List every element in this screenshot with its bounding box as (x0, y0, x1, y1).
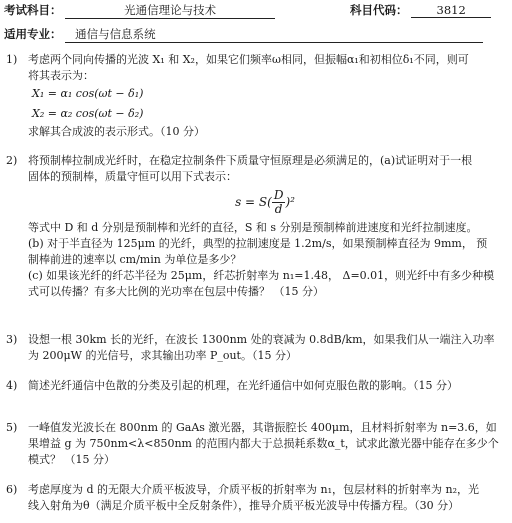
question-text: 一峰值发光波长在 800nm 的 GaAs 激光器，其谐振腔长 400μm，且材料折射率为 n=3.6，如 (28, 421, 497, 434)
question-text: 考虑厚度为 d 的无限大介质平板波导，介质平板的折射率为 n₁，包层材料的折射率为 n₂，光 (28, 483, 480, 496)
question-number: 1) (6, 53, 18, 66)
question-text: 果增益 g 为 750nm<λ<850nm 的范围内都大于总损耗系数α_t，试求此激光器中能存在多少个 (28, 437, 499, 450)
question-text: 考虑两个同向传播的光波 X₁ 和 X₂，如果它们频率ω相同，但振幅α₁和初相位δ₁不同，则可 (28, 53, 469, 66)
fraction-numerator: D (273, 188, 284, 202)
code-label: 科目代码： (350, 3, 408, 17)
question-number: 2) (6, 154, 18, 167)
equation-x1: X₁ = α₁ cos(ωt − δ₁) (32, 87, 144, 100)
question-text: 模式？ （15 分） (28, 453, 115, 466)
question-4 (6, 378, 502, 394)
question-2 (6, 153, 502, 300)
course-label: 考试科目： (4, 3, 62, 17)
equation-x2: X₂ = α₂ cos(ωt − δ₂) (32, 107, 144, 120)
question-number: 5) (6, 421, 18, 434)
question-text: 设想一根 30km 长的光纤，在波长 1300nm 处的衰减为 0.8dB/km，如果我们从一端注入功率 (28, 333, 495, 346)
question-text: 式可以传播？有多大比例的光功率在包层中传播？ （15 分） (28, 285, 324, 298)
question-text: 将其表示为： (28, 69, 94, 82)
major-value: 通信与信息系统 (65, 26, 483, 43)
equation-right: )² (285, 195, 295, 209)
question-5 (6, 420, 502, 468)
question-text: 线入射角为θ（满足介质平板中全反射条件），推导介质平板光波导中传播方程。（30 分） (28, 499, 460, 512)
question-number: 6) (6, 483, 18, 496)
equation-left: s = S( (235, 195, 272, 209)
course-field (4, 2, 275, 19)
question-number: 4) (6, 379, 18, 392)
code-field (350, 2, 491, 18)
code-value: 3812 (411, 3, 491, 18)
question-text: 制棒前进的速率以 cm/min 为单位是多少？ (28, 253, 242, 266)
question-text: 求解其合成波的表示形式。（10 分） (28, 125, 205, 138)
fraction-denominator: d (274, 202, 283, 216)
question-text: 固体的预制棒，质量守恒可以用下式表示： (28, 170, 237, 183)
question-text: 将预制棒拉制成光纤时，在稳定拉制条件下质量守恒原理是必须满足的，(a)试证明对于一根 (28, 154, 473, 167)
question-6 (6, 482, 502, 514)
question-text: 等式中 D 和 d 分别是预制棒和光纤的直径，S 和 s 分别是预制棒前进速度和光纤拉制速度。 (28, 221, 478, 234)
question-number: 3) (6, 333, 18, 346)
question-text: 为 200μW 的光信号，求其输出功率 P_out。（15 分） (28, 349, 297, 362)
major-label: 适用专业： (4, 27, 62, 41)
course-value: 光通信理论与技术 (65, 2, 275, 19)
mass-conservation-equation (28, 189, 502, 216)
question-text: (b) 对于半直径为 125μm 的光纤，典型的拉制速度是 1.2m/s，如果预制棒直径为 9mm， 预 (28, 237, 488, 250)
question-1 (6, 52, 502, 140)
equation-fraction (272, 189, 286, 216)
major-field (4, 26, 483, 43)
question-text: (c) 如果该光纤的纤芯半径为 25μm，纤芯折射率为 n₁=1.48， Δ=0.01，则光纤中有多少种模 (28, 269, 495, 282)
question-text: 简述光纤通信中色散的分类及引起的机理，在光纤通信中如何克服色散的影响。（15 分） (28, 379, 458, 392)
question-3 (6, 332, 502, 364)
